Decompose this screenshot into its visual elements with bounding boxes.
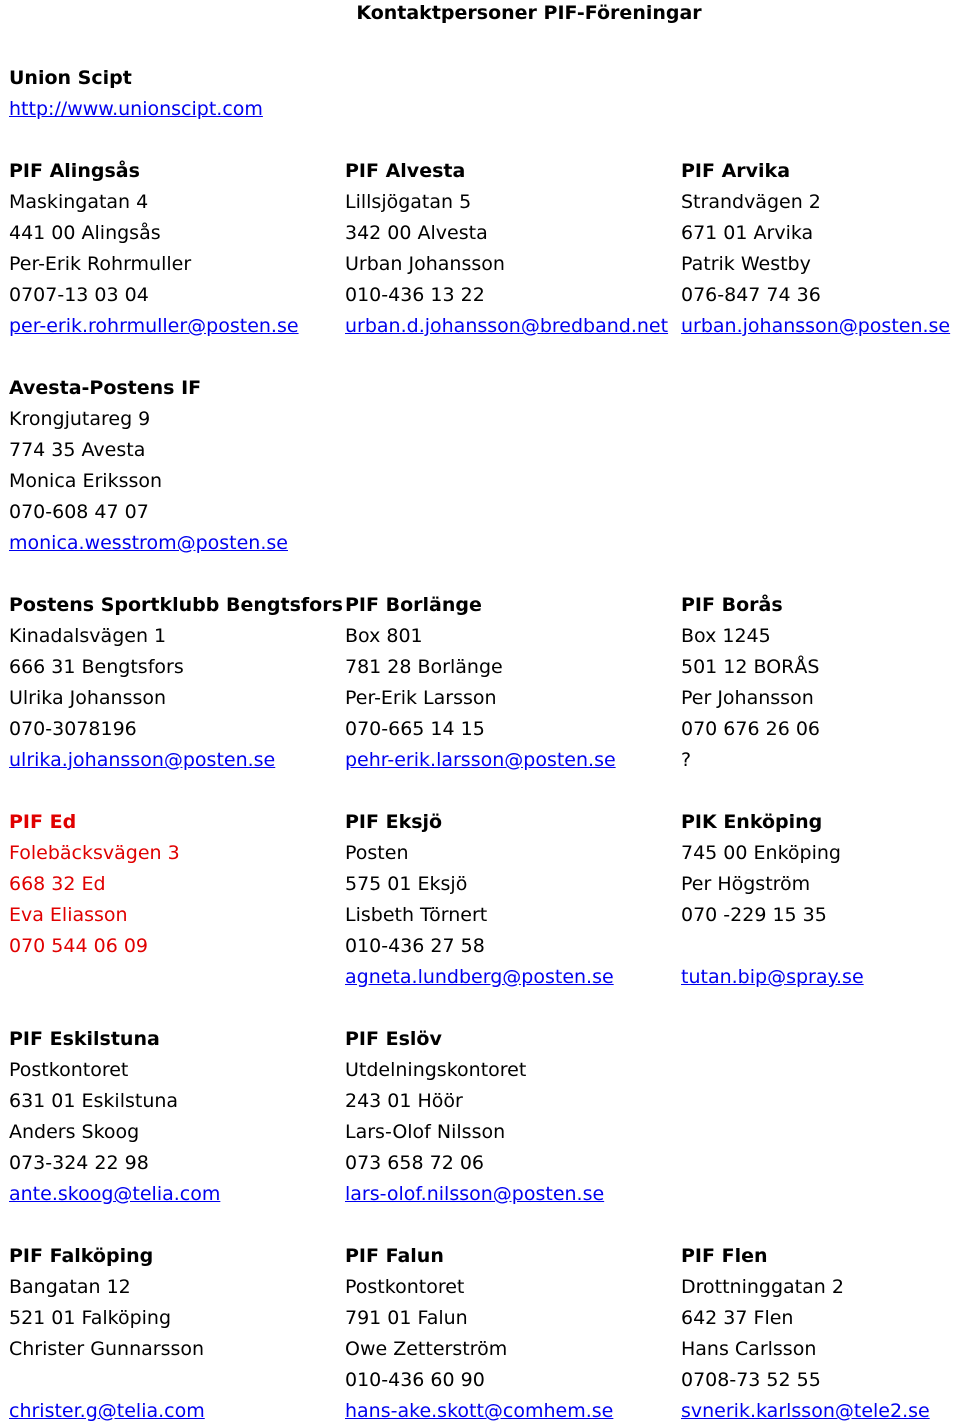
club-postal: 668 32 Ed xyxy=(9,873,106,895)
club-pif-falun xyxy=(345,1241,613,1427)
club-pif-alingsas xyxy=(9,156,299,342)
club-contact: Hans Carlsson xyxy=(681,1338,817,1360)
club-address: Box 1245 xyxy=(681,625,771,647)
club-name: PIF Alvesta xyxy=(345,160,466,182)
club-contact: Ulrika Johansson xyxy=(9,687,167,709)
club-name: PIF Ed xyxy=(9,811,77,833)
club-phone: 070-3078196 xyxy=(9,718,137,740)
club-contact: Per-Erik Rohrmuller xyxy=(9,253,192,275)
club-contact: Per Högström xyxy=(681,873,811,895)
club-name: PIF Eksjö xyxy=(345,811,443,833)
club-phone: 010-436 13 22 xyxy=(345,284,485,306)
club-postal: 501 12 BORÅS xyxy=(681,656,820,678)
page-title: Kontaktpersoner PIF-Föreningar xyxy=(356,2,702,24)
club-name: PIF Borlänge xyxy=(345,594,482,616)
club-name: PIK Enköping xyxy=(681,811,823,833)
club-email[interactable]: urban.d.johansson@bredband.net xyxy=(345,315,669,337)
club-postal: 666 31 Bengtsfors xyxy=(9,656,184,678)
club-postal: 631 01 Eskilstuna xyxy=(9,1090,179,1112)
club-postal: 642 37 Flen xyxy=(681,1307,794,1329)
club-address: Utdelningskontoret xyxy=(345,1059,527,1081)
club-postal: 791 01 Falun xyxy=(345,1307,468,1329)
club-phone: 0708-73 52 55 xyxy=(681,1369,821,1391)
club-contact: Per-Erik Larsson xyxy=(345,687,497,709)
club-email-unknown: ? xyxy=(681,749,692,771)
club-pif-falkoping xyxy=(9,1241,205,1427)
club-pif-borlange xyxy=(345,590,616,776)
club-postal: 342 00 Alvesta xyxy=(345,222,488,244)
club-pif-arvika xyxy=(681,156,950,342)
club-address: Strandvägen 2 xyxy=(681,191,821,213)
club-email[interactable]: tutan.bip@spray.se xyxy=(681,966,864,988)
club-name: PIF Falun xyxy=(345,1245,444,1267)
club-contact: Per Johansson xyxy=(681,687,814,709)
club-name: PIF Alingsås xyxy=(9,160,140,182)
club-contact: Lars-Olof Nilsson xyxy=(345,1121,506,1143)
club-phone: 073 658 72 06 xyxy=(345,1152,485,1174)
club-postal: 243 01 Höör xyxy=(345,1090,463,1112)
club-postens-sportklubb-bengtsfors xyxy=(9,590,343,776)
club-phone: 076-847 74 36 xyxy=(681,284,821,306)
club-address: Lillsjögatan 5 xyxy=(345,191,472,213)
club-email[interactable]: christer.g@telia.com xyxy=(9,1400,205,1422)
club-email[interactable]: ulrika.johansson@posten.se xyxy=(9,749,276,771)
club-phone: 073-324 22 98 xyxy=(9,1152,149,1174)
club-name: Postens Sportklubb Bengtsfors xyxy=(9,594,343,616)
club-postal: 575 01 Eksjö xyxy=(345,873,468,895)
club-postal: 745 00 Enköping xyxy=(681,842,841,864)
club-name: PIF Borås xyxy=(681,594,783,616)
club-email[interactable]: hans-ake.skott@comhem.se xyxy=(345,1400,614,1422)
club-address: Maskingatan 4 xyxy=(9,191,149,213)
club-pif-eksjo xyxy=(345,807,614,993)
club-contact: Urban Johansson xyxy=(345,253,505,275)
club-contact: Lisbeth Törnert xyxy=(345,904,488,926)
club-name: PIF Falköping xyxy=(9,1245,154,1267)
club-postal: 521 01 Falköping xyxy=(9,1307,172,1329)
club-email[interactable]: lars-olof.nilsson@posten.se xyxy=(345,1183,605,1205)
club-address: Postkontoret xyxy=(345,1276,465,1298)
union-section xyxy=(9,63,263,125)
club-email[interactable]: pehr-erik.larsson@posten.se xyxy=(345,749,616,771)
club-name: PIF Eskilstuna xyxy=(9,1028,160,1050)
club-phone: 070 676 26 06 xyxy=(681,718,821,740)
club-pif-eslov xyxy=(345,1024,604,1210)
club-address: Box 801 xyxy=(345,625,423,647)
club-pif-ed xyxy=(9,807,180,962)
club-email[interactable]: per-erik.rohrmuller@posten.se xyxy=(9,315,299,337)
club-contact: Owe Zetterström xyxy=(345,1338,508,1360)
club-address: Kinadalsvägen 1 xyxy=(9,625,167,647)
club-contact: Patrik Westby xyxy=(681,253,811,275)
club-phone: 070 -229 15 35 xyxy=(681,904,827,926)
club-postal: 774 35 Avesta xyxy=(9,439,146,461)
club-contact: Eva Eliasson xyxy=(9,904,128,926)
club-address: Posten xyxy=(345,842,409,864)
club-email[interactable]: svnerik.karlsson@tele2.se xyxy=(681,1400,930,1422)
club-name: PIF Flen xyxy=(681,1245,768,1267)
club-phone: 070 544 06 09 xyxy=(9,935,149,957)
club-email[interactable]: ante.skoog@telia.com xyxy=(9,1183,221,1205)
club-postal: 671 01 Arvika xyxy=(681,222,814,244)
club-phone: 010-436 60 90 xyxy=(345,1369,485,1391)
club-contact: Anders Skoog xyxy=(9,1121,140,1143)
club-phone: 070-665 14 15 xyxy=(345,718,485,740)
club-email[interactable]: monica.wesstrom@posten.se xyxy=(9,532,288,554)
club-pif-boras xyxy=(681,590,820,776)
club-address: Postkontoret xyxy=(9,1059,129,1081)
club-pif-alvesta xyxy=(345,156,668,342)
club-pif-eskilstuna xyxy=(9,1024,220,1210)
club-address: Krongjutareg 9 xyxy=(9,408,151,430)
club-email[interactable]: urban.johansson@posten.se xyxy=(681,315,951,337)
club-name: PIF Arvika xyxy=(681,160,791,182)
club-postal: 781 28 Borlänge xyxy=(345,656,503,678)
union-name: Union Scipt xyxy=(9,67,132,89)
club-phone: 070-608 47 07 xyxy=(9,501,149,523)
club-address: Folebäcksvägen 3 xyxy=(9,842,180,864)
club-name: Avesta-Postens IF xyxy=(9,377,202,399)
club-phone: 010-436 27 58 xyxy=(345,935,485,957)
club-phone: 0707-13 03 04 xyxy=(9,284,149,306)
club-name: PIF Eslöv xyxy=(345,1028,442,1050)
club-pif-flen xyxy=(681,1241,930,1427)
union-link[interactable]: http://www.unionscipt.com xyxy=(9,98,263,120)
club-contact: Christer Gunnarsson xyxy=(9,1338,205,1360)
club-address: Drottninggatan 2 xyxy=(681,1276,844,1298)
club-pik-enkoping xyxy=(681,807,864,993)
club-contact: Monica Eriksson xyxy=(9,470,163,492)
club-blank-line xyxy=(681,931,864,962)
club-email[interactable]: agneta.lundberg@posten.se xyxy=(345,966,614,988)
club-blank-line xyxy=(9,1365,205,1396)
club-address: Bangatan 12 xyxy=(9,1276,131,1298)
club-postal: 441 00 Alingsås xyxy=(9,222,161,244)
club-avesta-postens-if xyxy=(9,373,288,559)
